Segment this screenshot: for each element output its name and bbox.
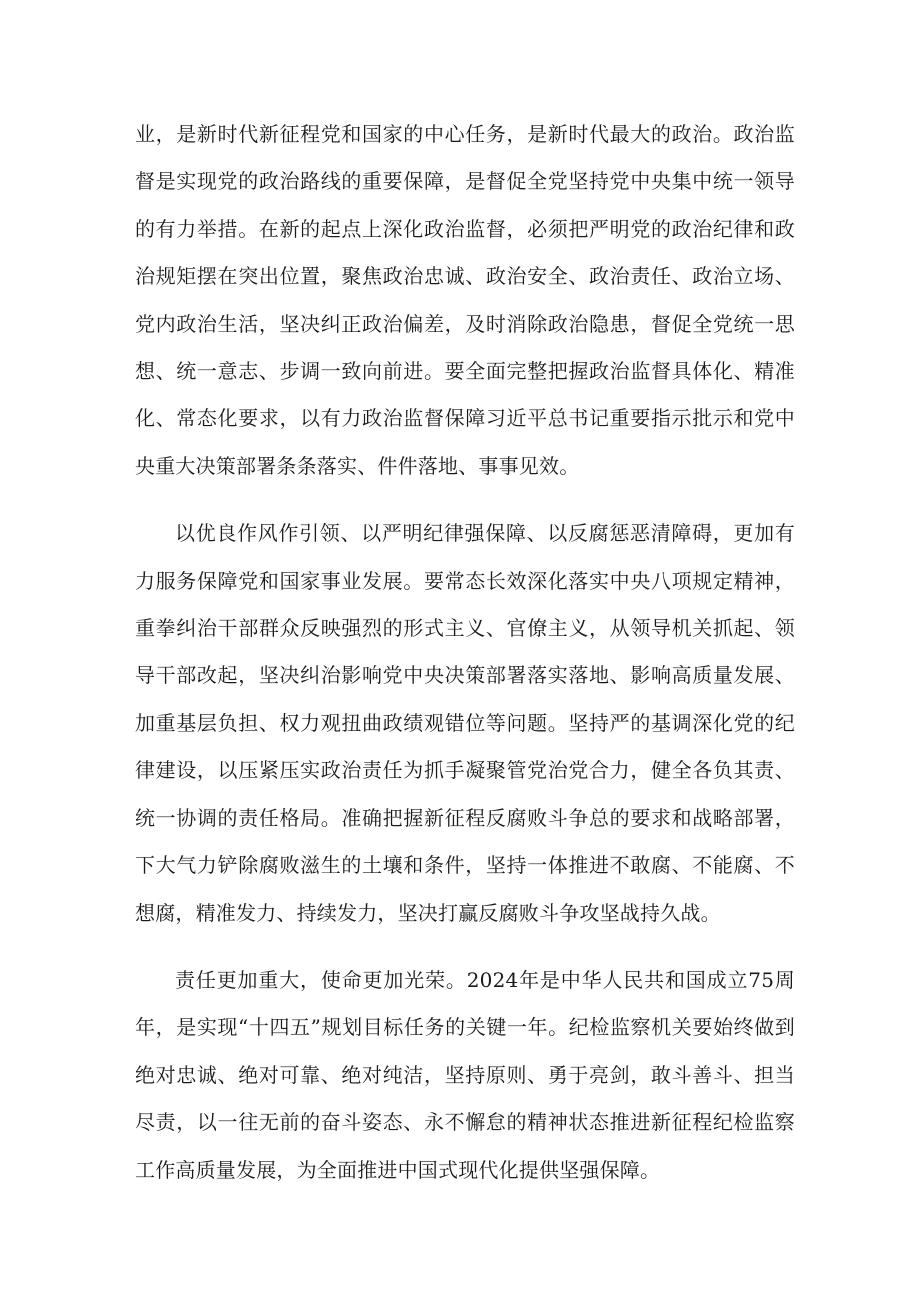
paragraph-2: 以优良作风作引领、以严明纪律强保障、以反腐惩恶清障碍，更加有力服务保障党和国家事业发展。要常态长效深化落实中央八项规定精神，重拳纠治干部群众反映强烈的形式主义、官僚主义，从领导机关抓起、领导干部改起，坚决纠治影响党中央决策部署落实落地、影响高质量发展、加重基层负担、权力观扭曲政绩观错位等问题。坚持严的基调深化党的纪律建设，以压紧压实政治责任为抓手凝聚管党治党合力，健全各负其责、统一协调的责任格局。准确把握新征程反腐败斗争总的要求和战略部署，下大气力铲除腐败滋生的土壤和条件，坚持一体推进不敢腐、不能腐、不想腐，精准发力、持续发力，坚决打赢反腐败斗争攻坚战持久战。 — [135, 521, 795, 925]
paragraph-3: 责任更加重大，使命更加光荣。2024年是中华人民共和国成立75周年，是实现“十四五”规划目标任务的关键一年。纪检监察机关要始终做到绝对忠诚、绝对可靠、绝对纯洁，坚持原则、勇于亮剑，敢斗善斗、担当尽责，以一往无前的奋斗姿态、永不懈怠的精神状态推进新征程纪检监察工作高质量发展，为全面推进中国式现代化提供坚强保障。 — [135, 967, 795, 1182]
document-body — [135, 111, 795, 1194]
paragraph-1: 业，是新时代新征程党和国家的中心任务，是新时代最大的政治。政治监督是实现党的政治路线的重要保障，是督促全党坚持党中央集中统一领导的有力举措。在新的起点上深化政治监督，必须把严明党的政治纪律和政治规矩摆在突出位置，聚焦政治忠诚、政治安全、政治责任、政治立场、党内政治生活，坚决纠正政治偏差，及时消除政治隐患，督促全党统一思想、统一意志、步调一致向前进。要全面完整把握政治监督具体化、精准化、常态化要求，以有力政治监督保障习近平总书记重要指示批示和党中央重大决策部署条条落实、件件落地、事事见效。 — [135, 122, 795, 478]
